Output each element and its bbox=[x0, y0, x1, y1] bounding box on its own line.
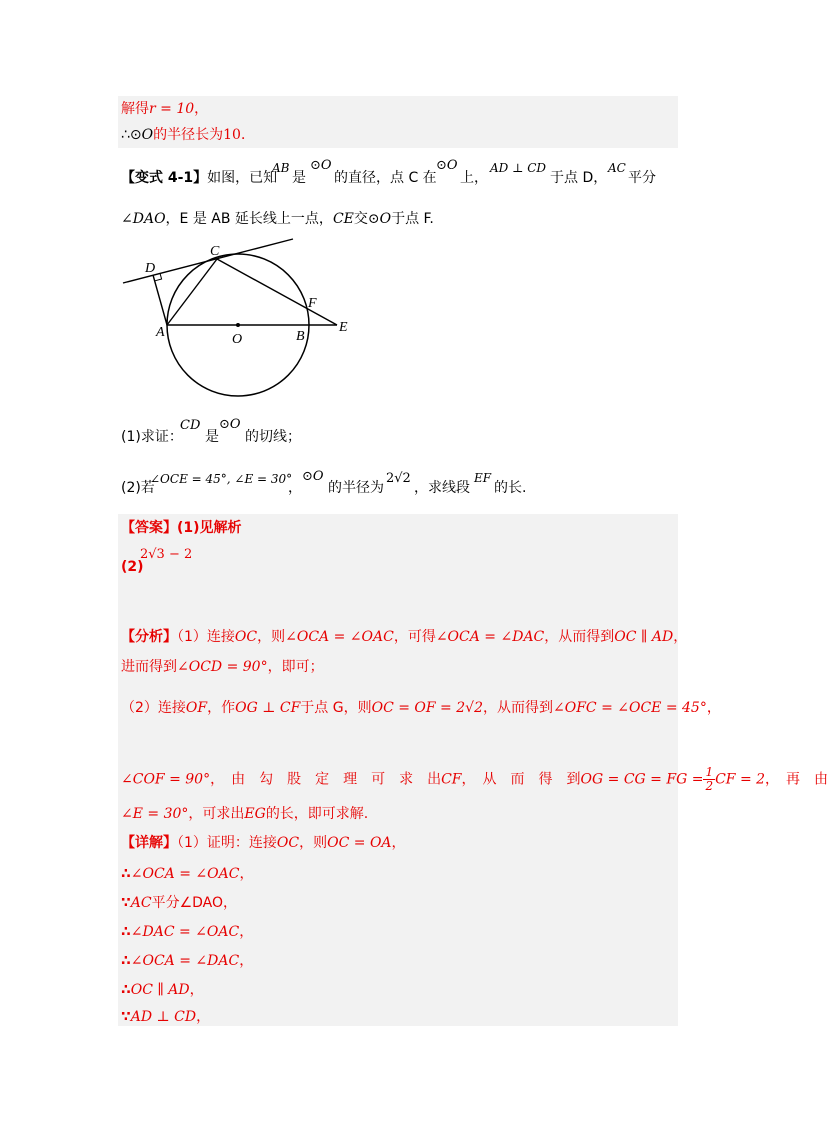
answer-line-1: 【答案】(1)见解析 bbox=[121, 520, 242, 536]
detail-step-4: ∴∠OCA = ∠DAC， bbox=[121, 953, 254, 969]
analysis-line-5: ∠E = 30°，可求出EG的长，即可求解. bbox=[121, 806, 369, 822]
geometry-figure bbox=[115, 235, 365, 405]
center-point bbox=[236, 323, 240, 327]
math-ab: AB bbox=[272, 161, 290, 175]
label-a: A bbox=[156, 325, 165, 340]
label-f: F bbox=[308, 296, 317, 311]
circle-o-label-2: ⊙O bbox=[436, 158, 458, 173]
math-cd: CD bbox=[180, 418, 201, 433]
math-ac: AC bbox=[608, 161, 626, 175]
question-1-prefix: (1)求证： bbox=[121, 429, 183, 445]
problem-at-d: 于点 D， bbox=[550, 170, 608, 186]
math-ef: EF bbox=[474, 471, 492, 485]
math-condition: ∠OCE = 45°, ∠E = 30° bbox=[150, 472, 293, 486]
question-2-prefix: (2)若 bbox=[121, 480, 155, 496]
circle-o-label: ⊙O bbox=[310, 158, 332, 173]
problem-diameter: 的直径，点 C 在 bbox=[334, 170, 437, 186]
solution-line-2: ∴⊙O的半径长为10． bbox=[121, 127, 255, 143]
question-2-suffix: 的长. bbox=[494, 480, 527, 496]
problem-is: 是 bbox=[292, 170, 306, 186]
question-2-comma: ， bbox=[288, 480, 302, 496]
label-b: B bbox=[296, 329, 305, 344]
problem-line-2: ∠DAO，E 是 AB 延长线上一点，CE交⊙O于点 F. bbox=[121, 211, 434, 227]
detail-step-3: ∴∠DAC = ∠OAC， bbox=[121, 924, 254, 940]
detail-step-1: ∴∠OCA = ∠OAC， bbox=[121, 866, 254, 882]
problem-on: 上， bbox=[460, 170, 488, 186]
detail-line-1: 【详解】（1）证明：连接OC，则OC = OA， bbox=[121, 835, 406, 851]
problem-bisects: 平分 bbox=[628, 170, 656, 186]
segment-ce bbox=[217, 259, 337, 325]
question-2-radius-text: 的半径为 bbox=[328, 480, 384, 496]
label-d: D bbox=[145, 261, 156, 276]
question-1-suffix: 的切线； bbox=[245, 429, 301, 445]
analysis-line-4: ∠COF = 90°， 由 勾 股 定 理 可 求 出CF， 从 而 得 到OG = CG = FG = $\frac{1}{2}$ CF = 2， 再 由 bbox=[121, 765, 828, 793]
analysis-line-3: （2）连接OF，作OG ⊥ CF于点 G，则OC = OF = 2√2，从而得到∠OFC = ∠OCE = 45°， bbox=[121, 700, 721, 716]
label-e: E bbox=[339, 320, 348, 335]
label-c: C bbox=[210, 244, 220, 259]
question-1-is: 是 bbox=[205, 429, 219, 445]
detail-step-5: ∴OC ∥ AD， bbox=[121, 982, 204, 998]
label-o: O bbox=[232, 332, 243, 347]
solution-line-1: 解得r = 10， bbox=[121, 101, 209, 117]
circle-o-label-q1: ⊙O bbox=[219, 417, 241, 432]
fraction-one-half: $\frac{1}{2}$ bbox=[705, 765, 714, 793]
math-radius: 2√2 bbox=[386, 471, 411, 486]
analysis-line-2: 进而得到∠OCD = 90°，即可； bbox=[121, 659, 324, 675]
detail-step-6: ∵AD ⊥ CD， bbox=[121, 1009, 211, 1025]
answer-part-2-value: 2√3 − 2 bbox=[140, 547, 193, 562]
circle-o-label-q2: ⊙O bbox=[302, 469, 324, 484]
analysis-line-1: 【分析】（1）连接OC，则∠OCA = ∠OAC，可得∠OCA = ∠DAC，从而得到OC ∥ AD， bbox=[121, 629, 688, 645]
segment-ad bbox=[153, 275, 167, 325]
math-ad-perp-cd: AD ⊥ CD bbox=[490, 161, 547, 175]
answer-part-2-label: (2) bbox=[121, 559, 144, 575]
question-2-ask: ，求线段 bbox=[414, 480, 470, 496]
detail-step-2: ∵AC平分∠DAO， bbox=[121, 895, 238, 911]
problem-line-1: 【变式 4-1】如图，已知 bbox=[121, 170, 278, 186]
